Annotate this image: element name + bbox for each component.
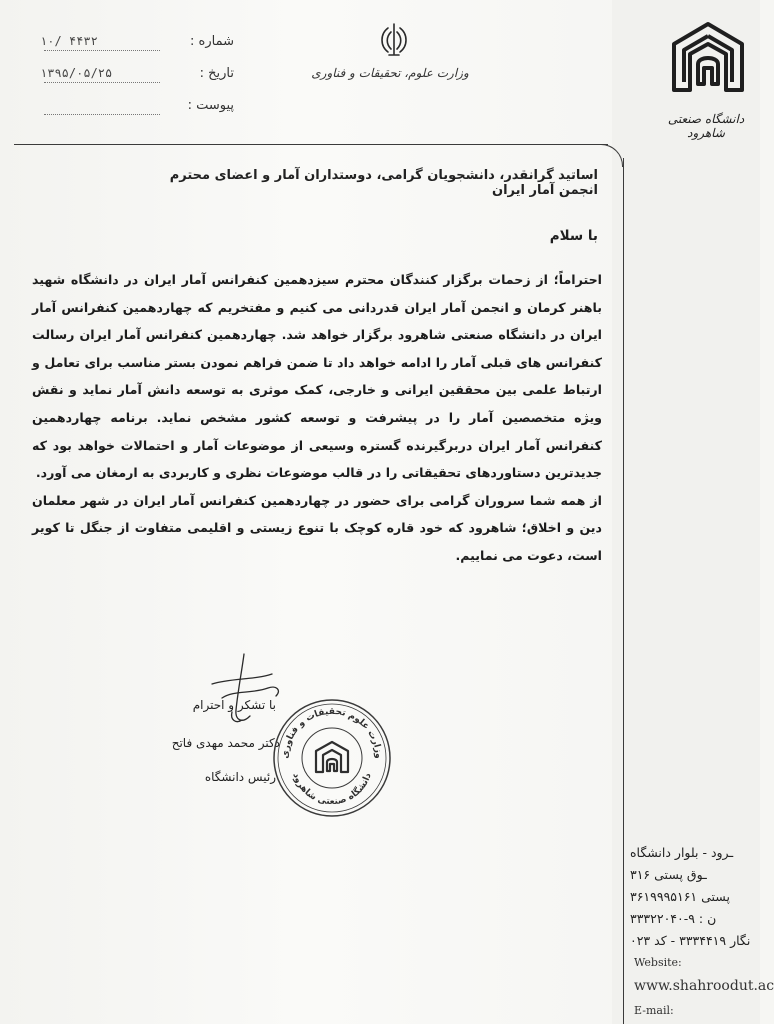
body-paragraph-2: از همه شما سروران گرامی برای حضور در چهاردهمین کنفرانس آمار ایران در شهر معلمان دین و اخلاق؛ شاهرود که خود قاره کوچک با تنوع زیستی و اقلیمی متفاوت از جنگل تا کویر است، دعوت می نماییم.: [32, 492, 602, 563]
website-label: Website:: [634, 956, 682, 969]
date-value: ۱۳۹۵/۰۵/۲۵: [40, 66, 113, 80]
website-link[interactable]: www.shahroodut.ac: [634, 978, 774, 994]
body-paragraph-1: احتراماً؛ از زحمات برگزار کنندگان محترم سیزدهمین کنفرانس آمار ایران در دانشگاه شهید باهنر کرمان و انجمن آمار ایران قدردانی می کنیم و مفتخریم که چهاردهمین کنفرانس آمار ایران در دانشگاه صنعتی شاهرود برگزار خواهد شد. چهاردهمین کنفرانس آمار ایران رسالت کنفرانس های قبلی آمار را ادامه خواهد داد تا ضمن فراهم نمودن بستر مناسب برای تعامل و ارتباط علمی بین محققین ایرانی و خارجی، کمک موثری به توسعه دانش آمار نماید و نقش ویژه متخصصین آمار را در پیشرفت و توسعه کشور مشخص نماید. برنامه چهاردهمین کنفرانس آمار ایران دربرگیرنده گستره وسیعی از موضوعات آمار و احتمالات خواهد بود که جدیدترین دستاوردهای تحقیقاتی را در قالب موضوعات نظری و کاربردی به ارمغان می آورد.: [32, 272, 602, 481]
attachment-label: پیوست :: [187, 98, 234, 113]
letter-meta: [40, 30, 234, 126]
greeting: با سلام: [549, 228, 598, 244]
closing-line: با تشکر و احترام: [192, 698, 276, 712]
date-row: [40, 62, 234, 94]
number-row: [40, 30, 234, 62]
date-label: تاریخ :: [199, 66, 234, 81]
attachment-dots: [44, 114, 160, 115]
signer-name: دکتر محمد مهدی فاتح: [171, 736, 280, 750]
number-dots: [44, 50, 160, 51]
contact-address: ـرود - بلوار دانشگاه: [630, 845, 734, 860]
contact-phone: ن : ۹-۳۳۳۲۲۰۴۰: [630, 911, 717, 926]
margin-divider: [623, 158, 624, 1024]
email-label: E-mail:: [634, 1004, 674, 1017]
university-logo-icon: [668, 20, 748, 100]
date-dots: [44, 82, 160, 83]
university-seal-stamp: [270, 696, 394, 820]
contact-po-box: ـوق پستی ۳۱۶: [630, 867, 707, 882]
svg-text:دانشگاه صنعتی شاهرود: دانشگاه صنعتی شاهرود: [290, 771, 374, 808]
salutation: اساتید گرانقدر، دانشجویان گرامی، دوستداران آمار و اعضای محترم انجمن آمار ایران: [169, 168, 598, 198]
number-value: ۱۰/ ۴۴۳۲: [40, 34, 98, 48]
attachment-row: [44, 94, 234, 126]
letter-body: [32, 266, 602, 570]
ministry-name: وزارت علوم، تحقیقات و فناوری: [311, 66, 469, 80]
contact-fax: نگار ۳۳۳۴۴۱۹ - کد ۰۲۳: [630, 933, 751, 948]
number-label: شماره :: [190, 34, 234, 49]
header-divider: [14, 144, 608, 145]
contact-block: [630, 845, 760, 955]
iran-emblem-icon: [374, 20, 414, 60]
contact-postal-code: پستی ۳۶۱۹۹۹۵۱۶۱: [630, 889, 730, 904]
university-name: دانشگاه صنعتی شاهرود: [667, 112, 745, 140]
svg-text:وزارت علوم تحقیقات و فناوری: وزارت علوم تحقیقات و فناوری: [280, 706, 384, 759]
signer-role: رئیس دانشگاه: [204, 770, 276, 784]
